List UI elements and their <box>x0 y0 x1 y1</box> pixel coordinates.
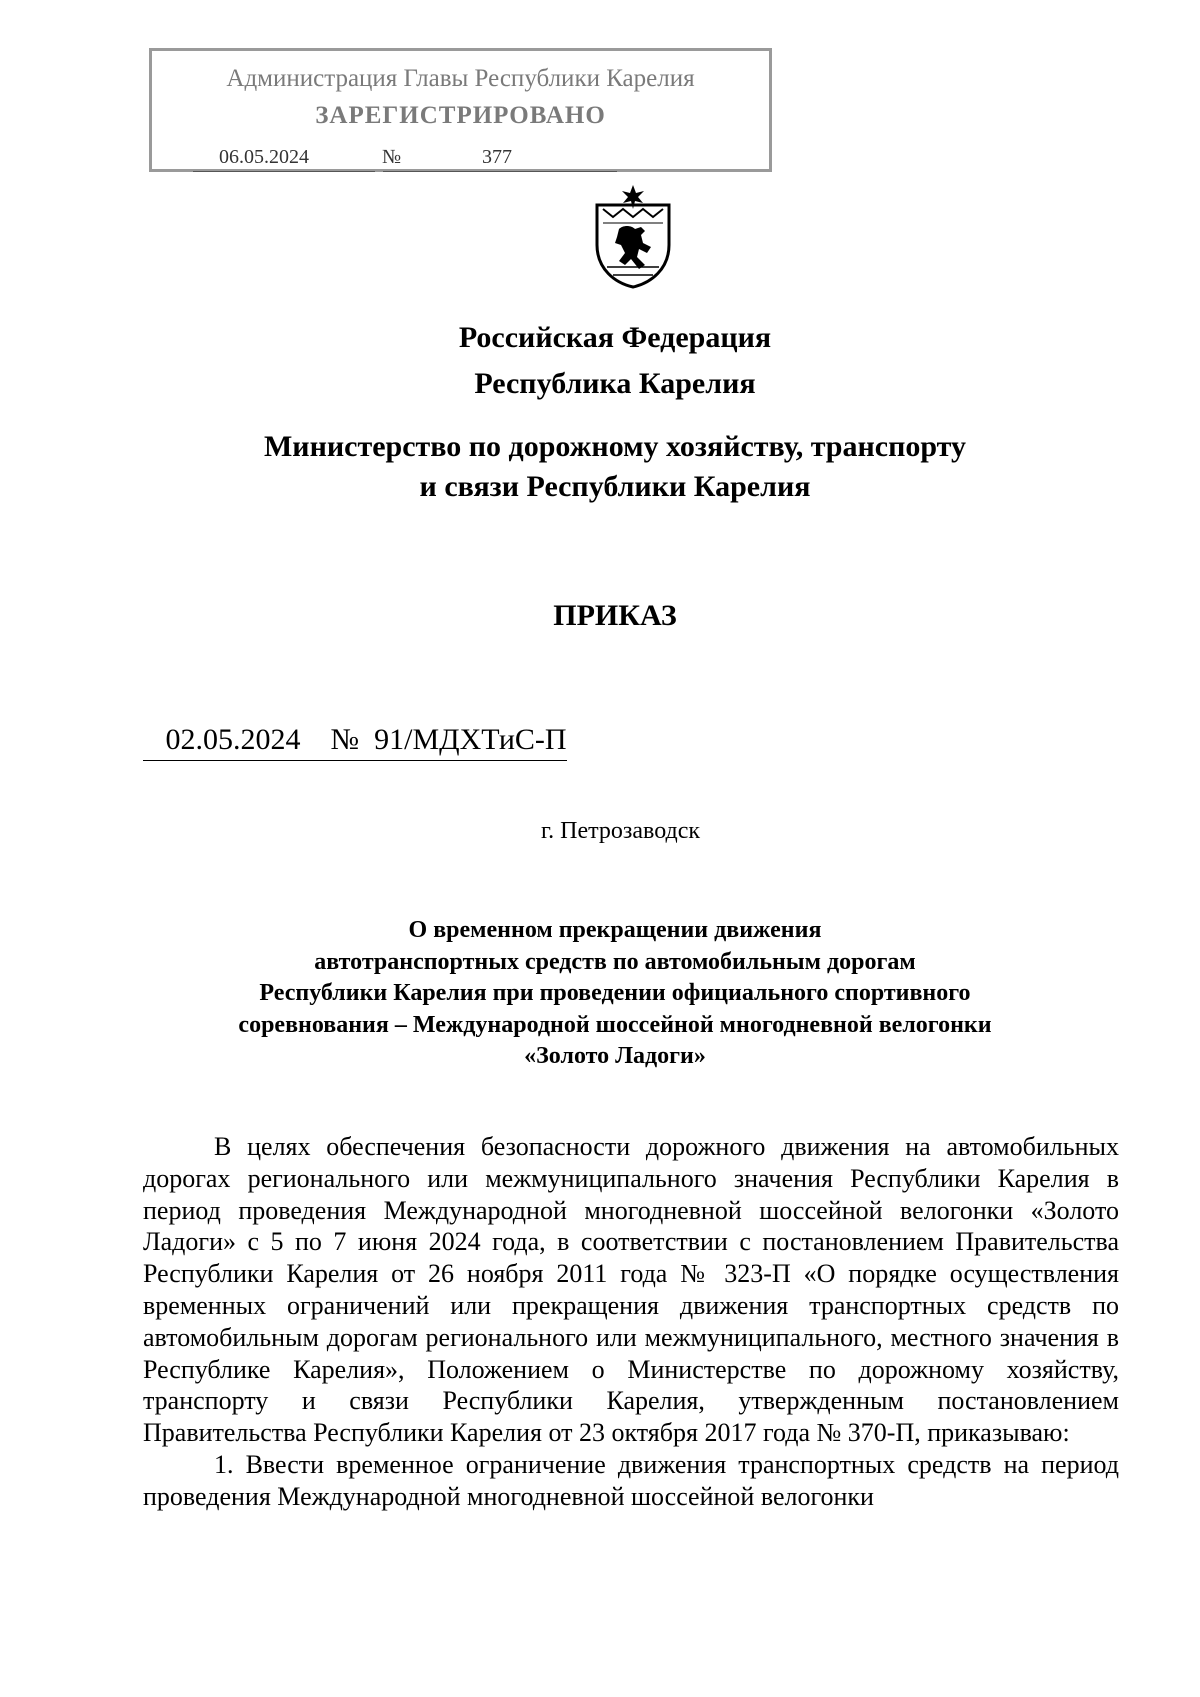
order-date-number <box>143 724 567 761</box>
stamp-number: 377 <box>482 146 512 168</box>
header-region: Республика Карелия <box>474 367 756 400</box>
order-date: 02.05.2024 <box>165 723 301 756</box>
stamp-date-line <box>193 146 375 172</box>
order-number: 91/МДХТиС-П <box>374 723 567 756</box>
order-city: г. Петрозаводск <box>541 818 701 844</box>
subject-line-2: автотранспортных средств по автомобильным дорогам <box>314 948 916 975</box>
subject-line-4: соревнования – Международной шоссейной многодневной велогонки <box>238 1011 992 1038</box>
karelia-coat-of-arms-icon <box>589 183 677 289</box>
ministry-line-2: и связи Республики Карелия <box>419 470 811 503</box>
ministry-line-1: Министерство по дорожному хозяйству, транспорту <box>263 430 967 463</box>
body-preamble: В целях обеспечения безопасности дорожного движения на автомобильных дорогах регионального или межмуниципального значения Республики Карелия в период проведения Международной многодневной шоссейной велогонки «Золото Ладоги» с 5 по 7 июня 2024 года, в соответствии с постановлением Правительства Республики Карелия от 26 ноября 2011 года № 323-П «О порядке осуществления временных ограничений или прекращения движения транспортных средств по автомобильным дорогам регионального или межмуниципального, местного значения в Республике Карелия», Положением о Министерстве по дорожному хозяйству, транспорту и связи Республики Карелия, утвержденным постановлением Правительства Республики Карелия от 23 октября 2017 года № 370-П, приказываю: <box>143 1132 1119 1448</box>
stamp-date: 06.05.2024 <box>219 146 309 168</box>
document-type: ПРИКАЗ <box>553 599 677 632</box>
body-item-1: 1. Ввести временное ограничение движения транспортных средств на период проведения Международной многодневной шоссейной велогонки <box>143 1449 1119 1511</box>
subject-line-1: О временном прекращении движения <box>408 917 822 943</box>
order-body <box>143 1131 1119 1513</box>
stamp-number-sign: № <box>382 146 402 168</box>
order-number-sign: № <box>330 723 360 756</box>
header-country: Российская Федерация <box>458 321 772 354</box>
stamp-organization: Администрация Главы Республики Карелия <box>226 65 695 92</box>
stamp-status: ЗАРЕГИСТРИРОВАНО <box>315 102 606 129</box>
header-ministry <box>30 427 1200 507</box>
registration-stamp <box>149 48 772 172</box>
subject-line-3: Республики Карелия при проведении официального спортивного <box>259 980 971 1006</box>
order-subject <box>150 915 1080 1073</box>
subject-line-5: «Золото Ладоги» <box>524 1043 706 1069</box>
